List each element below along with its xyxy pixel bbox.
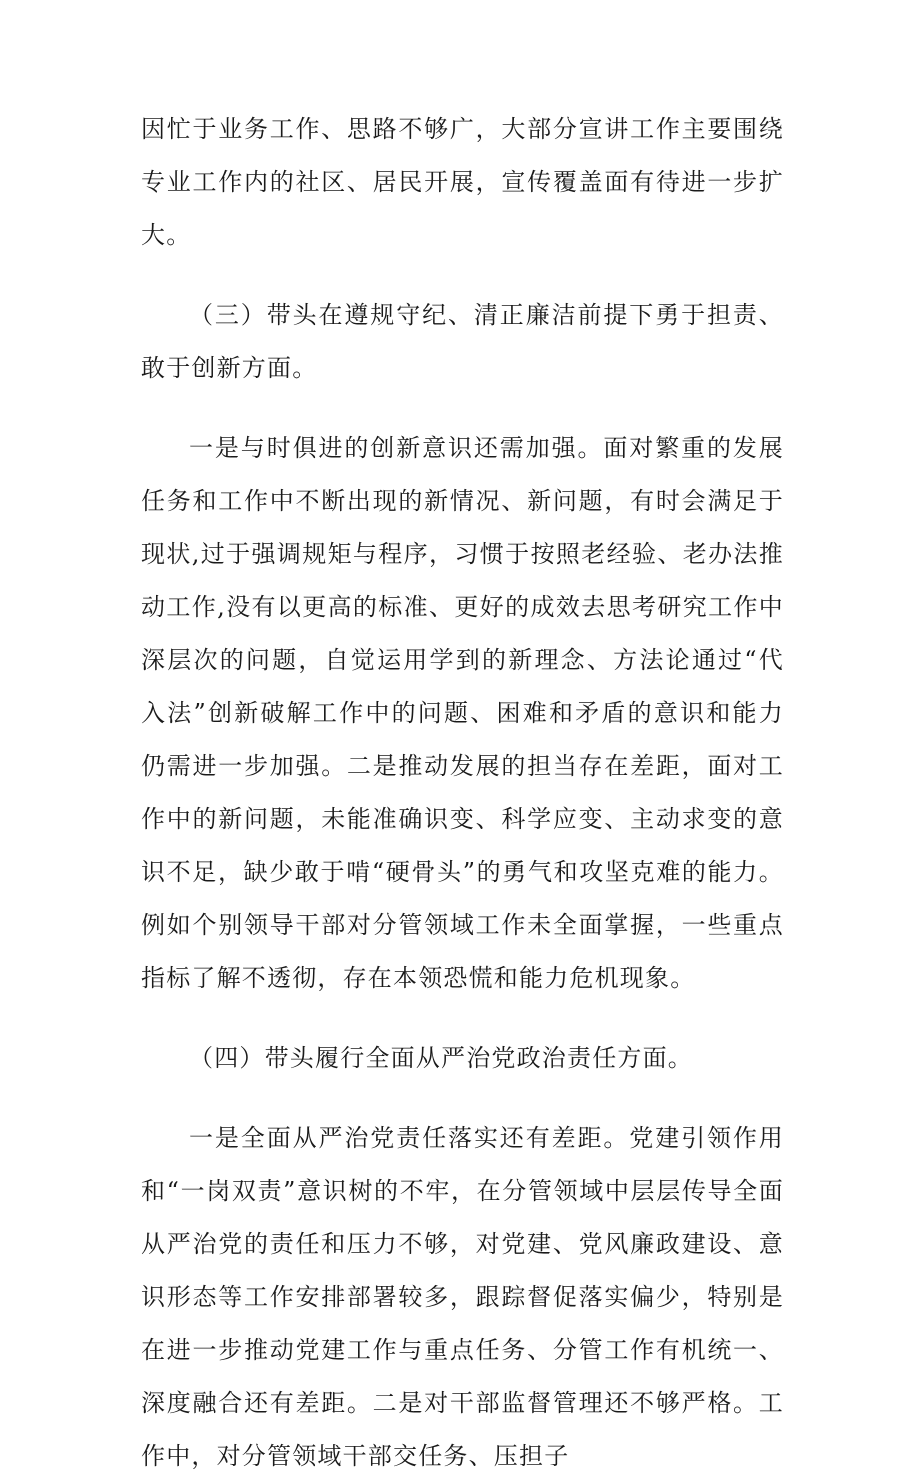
section-heading-4: （四）带头履行全面从严治党政治责任方面。 <box>189 1044 693 1072</box>
document-body <box>141 103 784 1483</box>
paragraph-continuation: 因忙于业务工作、思路不够广，大部分宣讲工作主要围绕专业工作内的社区、居民开展，宣传覆盖面有待进一步扩大。 <box>141 115 784 249</box>
paragraph-body: 一是全面从严治党责任落实还有差距。党建引领作用和“一岗双责”意识树的不牢，在分管领域中层层传导全面从严治党的责任和压力不够，对党建、党风廉政建设、意识形态等工作安排部署较多，跟踪督促落实偏少，特别是在进一步推动党建工作与重点任务、分管工作有机统一、深度融合还有差距。二是对干部监督管理还不够严格。工作中，对分管领域干部交任务、压担子 <box>141 1124 784 1470</box>
paragraph-body: 一是与时俱进的创新意识还需加强。面对繁重的发展任务和工作中不断出现的新情况、新问题，有时会满足于现状,过于强调规矩与程序，习惯于按照老经验、老办法推动工作,没有以更高的标准、更好的成效去思考研究工作中深层次的问题，自觉运用学到的新理念、方法论通过“代入法”创新破解工作中的问题、困难和矛盾的意识和能力仍需进一步加强。二是推动发展的担当存在差距，面对工作中的新问题，未能准确识变、科学应变、主动求变的意识不足，缺少敢于啃“硬骨头”的勇气和攻坚克难的能力。例如个别领导干部对分管领域工作未全面掌握，一些重点指标了解不透彻，存在本领恐慌和能力危机现象。 <box>141 434 784 992</box>
section-heading-3: （三）带头在遵规守纪、清正廉洁前提下勇于担责、敢于创新方面。 <box>141 301 784 382</box>
